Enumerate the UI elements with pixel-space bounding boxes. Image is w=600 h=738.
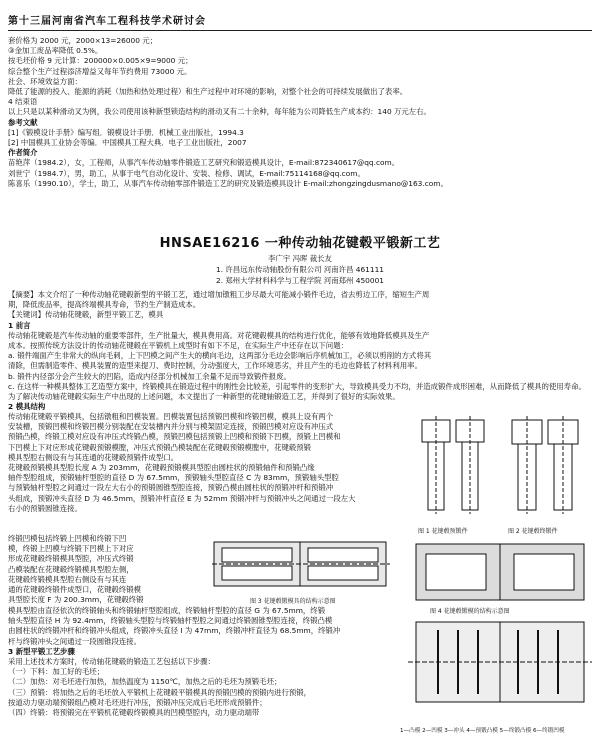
body-line: 终锻凹模包括终锻上凹模和终锻下凹	[8, 534, 127, 543]
body-line: b. 锻件内径部分会产生较大的凹陷，造成内径部分机械加工余量不足而导致锻件报废。	[8, 371, 291, 381]
body-line: 凸模装配在花键毂终锻模具型腔左侧，	[8, 564, 134, 574]
section-heading: 3 新型平锻工艺步骤	[8, 646, 75, 656]
body-line: （一）下料：加工好的毛坯；	[8, 667, 105, 677]
body-line: 为了解决传动轴花键毂实际生产中出现的上述问题，本文提出了一种新型的花键轴锻造工艺，并得到了很好的实际效果。	[8, 392, 400, 402]
references-heading: 参考文献	[8, 117, 38, 127]
author-bio-heading: 作者简介	[8, 148, 38, 158]
text-line: ③金加工废品率降低 0.5%。	[8, 46, 103, 56]
text-line: 按毛坯价格 9 元计算：200000×0.005×9=9000 元；	[8, 56, 193, 66]
body-line: （三）预锻：将加热之后的毛坯放入平锻机上花键毂平锻模具的预锻凹模的预锻内进行预锻，	[8, 687, 312, 697]
body-line: 模具型腔由直径依次的终锻轴头和终锻轴杆型腔组成，终锻轴杆型腔的直径 G 为 67.5mm，终锻	[8, 606, 326, 615]
body-line: 按道动力驱动端预锻组凸模对毛坯进行冲压，预锻冲压完成后毛坯形成预锻件；	[8, 697, 267, 707]
abstract-line: 期，降低废品率，提高终端模具寿命，节约生产制造成本。	[8, 300, 201, 310]
article-body-narrow	[8, 412, 400, 514]
body-line: 右小的预锻圆锥连接。	[8, 503, 82, 513]
figure-1-2-forgings	[408, 414, 588, 524]
article-authors: 李广宇 冯晖 裁长友	[268, 254, 332, 263]
body-line: 通的花键毂终锻件成型口，花键毂终锻模	[8, 585, 142, 595]
article-title: HNSAE16216 一种传动轴花键毂平锻新工艺	[159, 236, 441, 251]
affiliation-1: 1. 许昌远东传动轴股份有限公司 河南许昌 461111	[216, 265, 384, 274]
text-line: 综合整个生产过程添济增益又每年节约费用 73000 元。	[8, 66, 192, 76]
author-bio: 陈喜乐（1990.10），学士，助工，从事汽车传动轴零部件锻造工艺的研究及锻造模具设计 E-mail:zhongzingdusmano@163.com。	[8, 178, 448, 188]
previous-article-tail	[8, 36, 592, 189]
reference-item: [1]《锻模设计手册》编写组．锻模设计手册．机械工业出版社，1994.3	[8, 127, 244, 137]
keywords: 【关键词】传动轴花键毂，新型平锻工艺，模具	[8, 310, 164, 320]
body-line: 由圆柱状的终锻冲杆和终锻冲头组成，终锻冲头直径 I 为 47mm，终锻冲杆直径为 68.5mm，终锻冲	[8, 626, 341, 636]
running-header: 第十三届河南省汽车工程科技学术研讨会	[8, 16, 206, 27]
body-line: 模具型腔右侧设有与其连通的花键毂预锻件成型口。	[8, 452, 178, 462]
article-body-lower	[8, 606, 400, 718]
section-heading: 4 结束语	[8, 97, 38, 107]
body-line: 传动轴花键毂平锻模具，包括镦粗和凹模装置。凹模装置包括预锻凹模和终锻凹模，模具上设有两个	[8, 412, 334, 421]
figure-3-caption: 图 3 花键毂锻模具的结构示意图	[250, 598, 336, 605]
figure-4-caption: 图 4 花键毂锻模的结构示意图	[430, 608, 510, 615]
figure-4-forging-die	[408, 540, 592, 716]
body-line: 轴件型腔组成，预锻轴杆型腔的直径 D 为 67.5mm，预锻轴头型腔直径 C 为 83mm，预锻轴头型腔	[8, 473, 339, 483]
body-line: 花键毂终锻模具型腔右侧设有与其连	[8, 574, 127, 584]
body-line: 下凹模上下对应形成花键毂预锻模膛，冲压式预锻凸模装配在花键毂预锻模膛中，花键毂预锻	[8, 442, 312, 452]
figure-2-caption: 图 2 花键毂终锻件	[508, 528, 558, 535]
article-body-beside-fig3	[8, 534, 208, 605]
fig2-final-forging-drawing	[512, 416, 578, 514]
body-line: 清除，但需制造零件、模具装置的造型来提刀、费时控制，分动强度大，工作环境恶劣，并且产生的毛边也降低了材料利用率。	[8, 361, 422, 371]
text-line: 社会、环境效益方面：	[8, 76, 82, 86]
body-line: 预锻凸模，终锻工模对应设有冲压式终锻凸模，预锻凹模包括预锻上凹模和预锻下凹模，预锻上凹模和	[8, 432, 341, 442]
body-line: （二）加热：对毛坯进行加热，加热温度为 1150℃，加热之后的毛坯为预锻毛坯；	[8, 677, 282, 687]
body-line: 与预锻轴杆型腔之间通过一段左大右小的预锻圆锥型腔连接，预锻凸模由圆柱状的预锻冲杆和预锻冲	[8, 483, 334, 493]
figure-1-caption: 图 1 花键毂预锻件	[418, 528, 468, 535]
body-line: 轴头型腔直径 H 为 92.4mm，终锻轴头型腔与终锻轴杆型腔之间通过终锻圆锥型腔连接，终锻凸模	[8, 616, 333, 626]
body-line: 模，终锻上凹模与终锻下凹模上下对应	[8, 544, 134, 554]
body-line: 花键毂预锻模具型腔长度 A 为 203mm，花键毂预锻模具型腔由圆柱状的预锻轴件和预锻凸缘	[8, 463, 315, 473]
body-line: 安装槽，预锻凹模和终锻凹模分别装配在安装槽内并分别与模架固定连接，预锻凹模对应设有冲压式	[8, 422, 334, 432]
author-bio: 苗艳萍（1984.2），女，工程师，从事汽车传动轴零件锻造工艺研究和锻造模具设计，E-mail:872340617@qq.com。	[8, 158, 400, 168]
figure-3-die-structure	[212, 536, 390, 594]
body-line: 具型腔长度 F 为 200.3mm，花键毂终锻	[8, 595, 144, 605]
author-bio: 刘世宁（1984.7），男，助工，从事于电气自动化设计、安装、检修、调试，E-mail:75114168@qq.com。	[8, 168, 365, 178]
text-line: 以上只是以某种滑动叉为例，我公司使用该种新型锁造结构的滑动叉有二十余种，每年能为公司降低生产成本约：140 万元左右。	[8, 107, 431, 117]
section-heading: 1 前言	[8, 320, 31, 330]
section-heading: 2 模具结构	[8, 402, 46, 412]
article-body-full	[8, 290, 592, 412]
text-line: 套价格为 2000 元，2000×13=26000 元；	[8, 36, 158, 45]
body-line: 杆与终锻冲头之间通过一段圆锥段连接。	[8, 636, 142, 646]
body-line: 头组成，预锻冲头直径 D 为 46.5mm，预锻冲杆直径 E 为 52mm 预锻冲杆与预锻冲头之间通过一段左大	[8, 493, 356, 503]
header-rule	[8, 30, 592, 31]
body-line: 形成花键毂终锻模具型腔，冲压式终锻	[8, 554, 134, 564]
body-line: a. 锻件端面产生非常大的纵向毛刺，上下凹模之间产生大的横向毛边，这两部分毛边会影响后序机械加工，必须以剪削的方式将其	[8, 351, 432, 361]
fig1-preforging-drawing	[422, 416, 484, 514]
reference-item: [2] 中国模具工业协会等编．中国模具工程大典．电子工业出版社，2007	[8, 138, 247, 148]
body-line: 传动轴花键毂是汽车传动轴的重要零部件，生产批量大，模具费用高。对花键毂模具的结构进行优化，能够有效地降低模具及生产	[8, 330, 430, 340]
affiliation-2: 2. 郑州大学材料科学与工程学院 河南郑州 450001	[216, 276, 384, 285]
body-line: 成本。按照传统方法设计的传动轴花键毂在平锻机上成型时有如下不足，在实际生产中还存在以下问题：	[8, 341, 348, 351]
body-line: c. 在这样一种模具整体工艺造型方案中，终锻模具在锻造过程中的刚性会比较差，引起零件的变形扩大，导致模具受力不均，并造成锻件成形困难，从而降低了模具的使用寿命。	[8, 381, 586, 391]
abstract-line: 【摘要】本文介绍了一种传动轴花键毂新型的平锻工艺，通过增加镦粗工步尽最大可能减小锻件毛边，省去剪边工序，缩短生产周	[8, 290, 430, 299]
figure-4-legend: 1—凸模 2—凹模 3—冲头 4—预锻凸模 5—终锻凸模 6—终锻凹模	[400, 728, 565, 734]
text-line: 降低了能源的投入、能源的消耗（加热和热处理过程）和生产过程中对环境的影响，对整个社会的可持续发展做出了表率。	[8, 87, 408, 97]
body-line: 采用上述技术方案时，传动轴花键毂的锻造工艺包括以下步骤：	[8, 657, 215, 667]
body-line: （四）终锻：将预锻完在平锻机花键毂终锻模具的凹模型腔内，动力驱动端带	[8, 708, 260, 718]
